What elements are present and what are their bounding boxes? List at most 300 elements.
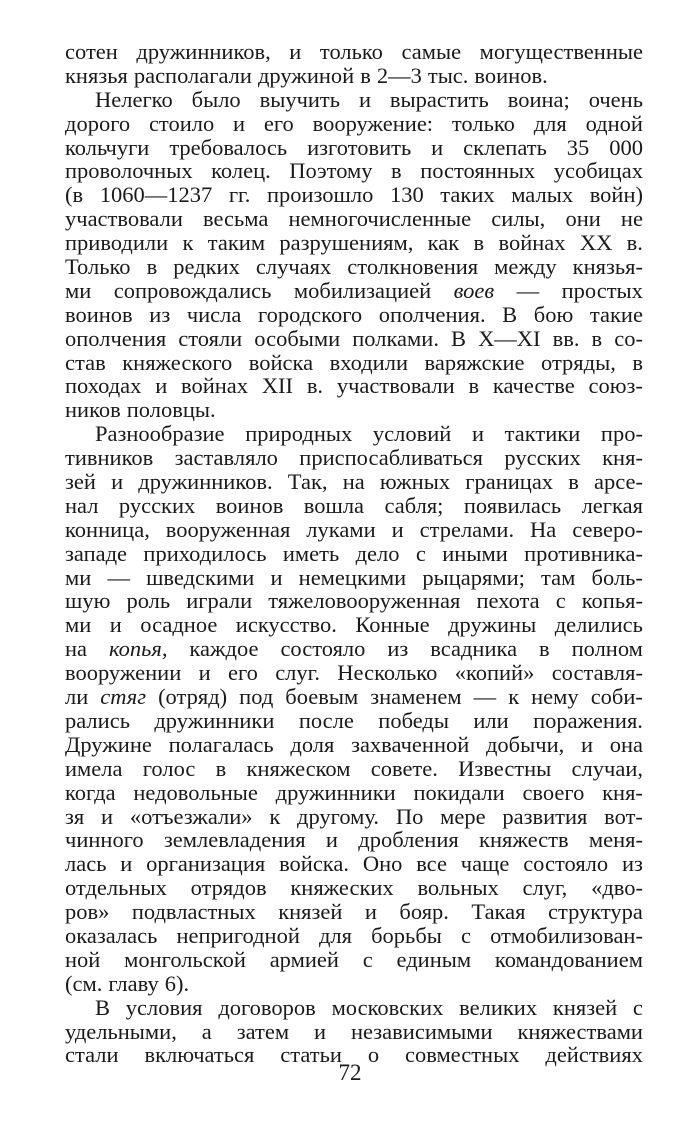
word: русских	[118, 492, 196, 518]
word: кня-	[602, 779, 643, 805]
text-line	[65, 398, 643, 422]
word: Такая	[471, 899, 526, 925]
word: ной	[65, 946, 101, 972]
word: поражения.	[533, 707, 643, 733]
word: в	[391, 158, 402, 184]
word: главу	[108, 970, 159, 996]
text-line	[65, 852, 643, 876]
text-line	[65, 542, 643, 566]
word: стоило	[148, 110, 215, 136]
word: она	[609, 731, 643, 757]
word: княжеских	[290, 875, 394, 901]
word: великих	[459, 994, 538, 1020]
word: княжеств	[479, 827, 569, 853]
text-line	[65, 1020, 643, 1044]
word: 2—3	[376, 62, 422, 88]
word: южных	[379, 469, 451, 495]
word: состояло	[280, 636, 366, 662]
word: произошло	[266, 182, 374, 208]
word: кня-	[602, 445, 643, 471]
word: качестве	[492, 373, 575, 399]
word: варяжские	[424, 349, 525, 375]
word: копья-	[581, 588, 643, 614]
word: ми	[65, 612, 92, 638]
word: в	[215, 755, 227, 781]
word: на	[65, 636, 88, 662]
word: полками.	[352, 325, 439, 351]
word: рались	[65, 707, 130, 733]
word: конница,	[65, 516, 150, 542]
word: дружины	[448, 612, 537, 638]
word: Известны	[458, 755, 552, 781]
word: захваченной	[351, 731, 470, 757]
word: имела	[65, 755, 123, 781]
word: зей	[65, 469, 96, 495]
word: с	[362, 946, 373, 972]
text-line	[65, 183, 643, 207]
word: шую	[65, 588, 111, 614]
word: дружинников,	[136, 39, 271, 64]
word: В	[95, 994, 111, 1020]
text-line	[65, 637, 643, 661]
word: такие	[589, 301, 643, 327]
word: с	[555, 588, 566, 614]
word: оказалась	[65, 922, 158, 948]
word: только	[451, 110, 515, 136]
word: монгольской	[124, 946, 246, 972]
word: к	[508, 684, 520, 710]
word: столкновения	[347, 254, 479, 280]
text-line	[65, 518, 643, 542]
word: осадное	[140, 612, 218, 638]
word: Только	[65, 254, 131, 280]
text-line	[65, 876, 643, 900]
word: 130	[389, 182, 424, 208]
word: иными	[442, 540, 508, 566]
word: став	[65, 349, 106, 375]
word: князья-	[572, 254, 643, 280]
word: и	[364, 899, 377, 925]
word: очень	[588, 86, 643, 112]
word: стали	[65, 1042, 119, 1068]
text-line	[65, 733, 643, 757]
paragraph	[65, 88, 643, 422]
word: участвовали	[65, 206, 183, 232]
word: приходилось	[143, 540, 267, 566]
word: ников	[65, 397, 121, 423]
word: в.	[306, 373, 324, 399]
word: для	[533, 110, 567, 136]
page-number: 72	[338, 1060, 362, 1085]
word: борьбы	[371, 922, 442, 948]
word: нал	[65, 492, 99, 518]
word: боевым	[285, 684, 359, 710]
word: западе	[65, 540, 128, 566]
word: структура	[547, 899, 643, 925]
word: войнах	[498, 230, 566, 256]
word: дорого	[65, 110, 131, 136]
word: его	[263, 110, 294, 136]
text-line	[65, 613, 643, 637]
word: ли	[65, 684, 89, 710]
word: статьи	[280, 1042, 342, 1068]
word: состояло	[523, 851, 609, 877]
word: весьма	[203, 206, 269, 232]
word: играли	[186, 588, 253, 614]
word: делились	[554, 612, 643, 638]
text-line	[65, 589, 643, 613]
word: отмобилизован-	[490, 922, 643, 948]
word: полном	[571, 636, 643, 662]
word: из	[621, 851, 643, 877]
word: воинов	[215, 492, 284, 518]
word: половцы.	[126, 397, 216, 423]
word: располагали	[133, 62, 252, 88]
word: недовольные	[133, 779, 258, 805]
word: когда	[65, 779, 116, 805]
word: бояр.	[399, 899, 449, 925]
word: затем	[236, 1018, 290, 1044]
word: с	[460, 922, 471, 948]
word: знаменем	[370, 684, 462, 710]
word: изготовить	[307, 134, 412, 160]
word: сабля;	[384, 492, 444, 518]
text-line	[65, 112, 643, 136]
word: воинов	[65, 301, 133, 327]
word: появилась	[463, 492, 562, 518]
word: редких	[173, 254, 240, 280]
word: вошла	[303, 492, 365, 518]
word: нему	[531, 684, 579, 710]
word: вв.	[552, 325, 580, 351]
text-line	[65, 685, 643, 709]
text-line	[65, 40, 643, 64]
word: колец.	[211, 158, 271, 184]
word: тяжеловооруженная	[268, 588, 461, 614]
text-line	[65, 136, 643, 160]
word: ми	[65, 277, 92, 303]
word: приводили	[65, 230, 169, 256]
word: —	[516, 277, 540, 303]
word: простых	[561, 277, 643, 303]
word: с	[632, 994, 643, 1020]
word: там	[541, 564, 576, 590]
word: пехота	[476, 588, 540, 614]
text-line	[65, 972, 643, 996]
word: бою	[533, 301, 574, 327]
word: про-	[600, 421, 643, 447]
word: дело	[355, 540, 400, 566]
word: включаться	[144, 1042, 255, 1068]
word: арсе-	[594, 469, 643, 495]
word: участвовали	[336, 373, 455, 399]
word: меня-	[588, 827, 643, 853]
text-line	[65, 327, 643, 351]
word: князья	[65, 62, 128, 88]
word: проволочных	[65, 158, 193, 184]
word: немногочисленные	[288, 206, 472, 232]
word: составля-	[551, 660, 643, 686]
word: и	[270, 564, 283, 590]
word: землевладения	[163, 827, 306, 853]
word: случаи,	[571, 755, 643, 781]
text-line	[65, 255, 643, 279]
word: луками	[306, 516, 376, 542]
word: 35	[566, 134, 590, 160]
word: независимыми	[350, 1018, 493, 1044]
word: Конные	[355, 612, 430, 638]
word: и	[109, 612, 122, 638]
word: княжеского	[122, 349, 233, 375]
word: одной	[585, 110, 643, 136]
word: только	[319, 39, 383, 64]
text-line	[65, 422, 643, 446]
word: 6).	[164, 970, 190, 996]
word: войска	[248, 349, 314, 375]
word: войнах	[181, 373, 249, 399]
word: в	[473, 230, 485, 256]
word: силы,	[491, 206, 546, 232]
word: постоянных	[420, 158, 536, 184]
word: отдельных	[65, 875, 167, 901]
word: шведскими	[146, 564, 255, 590]
word: ополчения	[65, 325, 167, 351]
word: слуг.	[275, 660, 320, 686]
word: На	[530, 516, 557, 542]
word: разрушениям,	[279, 230, 414, 256]
word: они	[565, 206, 601, 232]
word: (отряд)	[158, 684, 228, 710]
word: и	[325, 827, 338, 853]
word: и	[120, 851, 133, 877]
word: В	[451, 325, 467, 351]
text-line	[65, 303, 643, 327]
text-line	[65, 351, 643, 375]
page-text	[65, 40, 643, 1067]
word: непригодной	[176, 922, 300, 948]
word: победы	[378, 707, 449, 733]
word: сотен	[65, 39, 118, 64]
word: дружинники	[154, 707, 275, 733]
word: чаще	[460, 851, 510, 877]
word: Дружине	[65, 731, 152, 757]
text-line	[65, 757, 643, 781]
word: X—XI	[478, 325, 541, 351]
word: мобилизацией	[293, 277, 432, 303]
word: границах	[465, 469, 554, 495]
word: кольчуги	[65, 134, 150, 160]
word: усобицах	[553, 158, 643, 184]
text-line	[65, 900, 643, 924]
word: вольных	[417, 875, 499, 901]
text-line	[65, 661, 643, 685]
word: чинного	[65, 827, 144, 853]
text-line	[65, 948, 643, 972]
word: «отъезжали»	[129, 803, 253, 829]
word: «дво-	[591, 875, 643, 901]
word: а	[201, 1018, 212, 1044]
word: —	[473, 684, 497, 710]
word: копья,	[108, 636, 168, 662]
word: входили	[329, 349, 408, 375]
word: малых	[511, 182, 574, 208]
word: действиях	[545, 1042, 643, 1068]
word: дружинники	[275, 779, 396, 805]
text-line	[65, 566, 643, 590]
word: своего	[522, 779, 585, 805]
word: после	[298, 707, 354, 733]
word: иметь	[282, 540, 340, 566]
word: воина;	[507, 86, 570, 112]
word: о	[367, 1042, 380, 1068]
text-line	[65, 231, 643, 255]
word: единым	[396, 946, 472, 972]
text-line	[65, 207, 643, 231]
word: вот-	[604, 803, 643, 829]
word: всадника	[430, 636, 518, 662]
word: и	[391, 516, 404, 542]
word: роль	[126, 588, 171, 614]
word: в	[146, 254, 158, 280]
word: в	[591, 325, 603, 351]
word: и	[155, 373, 168, 399]
word: дробления	[358, 827, 459, 853]
word: и	[431, 134, 444, 160]
word: дружиной	[257, 62, 355, 88]
text-line	[65, 709, 643, 733]
word: армией	[269, 946, 339, 972]
word: походах	[65, 373, 142, 399]
word: командованием	[494, 946, 643, 972]
word: требовалось	[169, 134, 288, 160]
word: склепать	[463, 134, 547, 160]
word: немецкими	[298, 564, 407, 590]
word: подвластных	[131, 899, 256, 925]
word: гг.	[228, 182, 251, 208]
word: покидали	[413, 779, 505, 805]
word: воинов.	[474, 62, 548, 88]
word: ми	[65, 564, 92, 590]
word: Так,	[287, 469, 328, 495]
text-line	[65, 88, 643, 112]
text-line	[65, 494, 643, 518]
word: его	[227, 660, 258, 686]
word: и	[111, 469, 124, 495]
word: ополчения.	[378, 301, 486, 327]
word: «копий»	[454, 660, 535, 686]
word: 1060—1237	[99, 182, 213, 208]
word: в	[568, 469, 579, 495]
word: самые	[401, 39, 462, 64]
word: условия	[125, 994, 203, 1020]
word: и	[289, 39, 302, 64]
word: как	[427, 230, 460, 256]
word: таким	[207, 230, 266, 256]
word: Поэтому	[289, 158, 373, 184]
word: и	[314, 1018, 327, 1044]
text-line	[65, 159, 643, 183]
word: к	[182, 230, 194, 256]
text-line	[65, 279, 643, 303]
word: тактики	[504, 421, 581, 447]
word: стяг	[100, 684, 147, 710]
word: со-	[614, 325, 643, 351]
word: в	[360, 62, 371, 88]
word: дружинников.	[138, 469, 273, 495]
word: добычи,	[485, 731, 565, 757]
text-line	[65, 924, 643, 948]
paragraph	[65, 422, 643, 995]
word: с	[415, 540, 426, 566]
word: городского	[257, 301, 363, 327]
word: условий	[372, 421, 452, 447]
word: отряды,	[541, 349, 616, 375]
word: и	[580, 731, 593, 757]
word: совете.	[370, 755, 438, 781]
word: каждое	[189, 636, 259, 662]
word: тивников	[65, 445, 154, 471]
word: лась	[65, 851, 107, 877]
word: князей	[278, 899, 343, 925]
word: Оно	[362, 851, 403, 877]
word: и	[101, 803, 114, 829]
word: рыцарями;	[422, 564, 525, 590]
text-line	[65, 781, 643, 805]
word: княжеском	[246, 755, 351, 781]
word: русских	[504, 445, 581, 471]
word: было	[191, 86, 241, 112]
text-line	[65, 470, 643, 494]
word: вырастить	[389, 86, 489, 112]
word: природных	[245, 421, 353, 447]
word: северо-	[572, 516, 643, 542]
word: в	[539, 636, 550, 662]
word: мере	[440, 803, 486, 829]
text-line	[65, 805, 643, 829]
word: к	[269, 803, 281, 829]
word: могущественные	[479, 39, 643, 64]
word: из	[387, 636, 409, 662]
word: числа	[186, 301, 242, 327]
word: искусство.	[235, 612, 337, 638]
word: и	[358, 86, 371, 112]
word: XII	[261, 373, 294, 399]
word: XX	[579, 230, 613, 256]
paragraph	[65, 40, 643, 88]
word: Несколько	[337, 660, 438, 686]
word: князей	[552, 994, 618, 1020]
word: и	[198, 660, 211, 686]
word: заставляло	[174, 445, 278, 471]
word: полагалась	[168, 731, 274, 757]
word: выучить	[259, 86, 341, 112]
word: в.	[626, 230, 643, 256]
word: воев	[453, 277, 495, 303]
text-line	[65, 374, 643, 398]
word: другому.	[297, 803, 380, 829]
word: в	[468, 373, 480, 399]
word: под	[239, 684, 274, 710]
word: (в	[65, 182, 84, 208]
text-line	[65, 996, 643, 1020]
word: и	[233, 110, 246, 136]
word: По	[395, 803, 424, 829]
word: вооруженная	[165, 516, 291, 542]
word: организация	[146, 851, 266, 877]
word: противника-	[524, 540, 643, 566]
word: удельными,	[65, 1018, 177, 1044]
word: стояли	[178, 325, 243, 351]
